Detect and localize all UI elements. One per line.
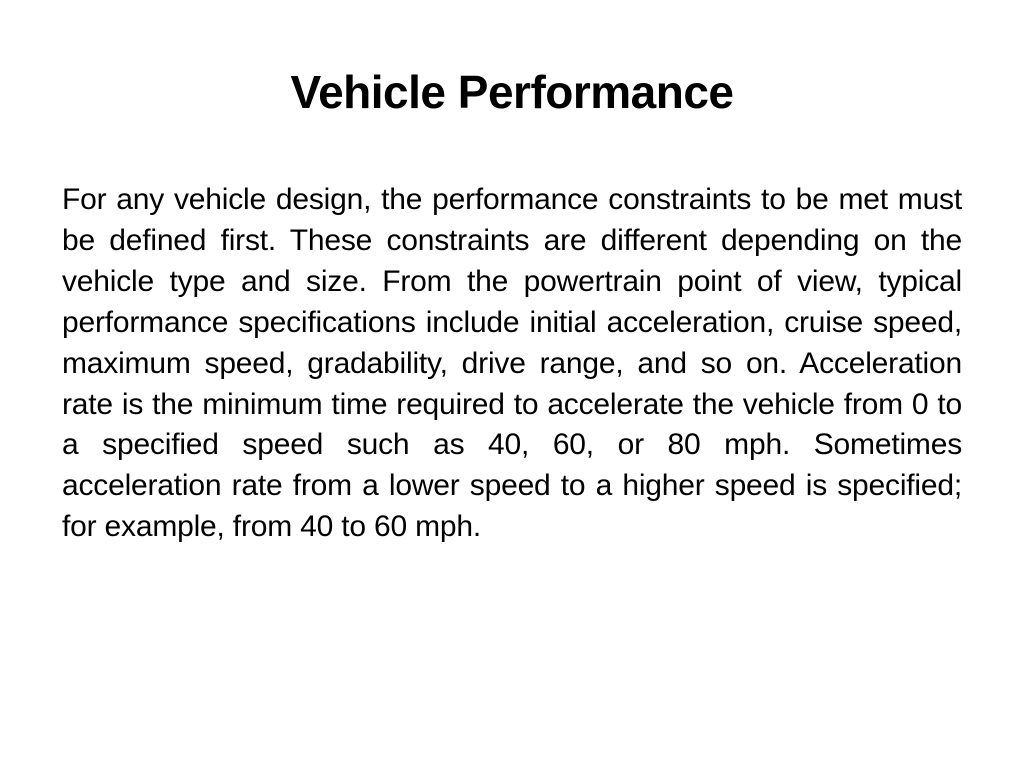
slide-body-text: For any vehicle design, the performance constraints to be met must be defined first. These constraints are different depending on the vehicle type and size. From the powertrain point of view, typical performance specifications include initial acceleration, cruise speed, maximum speed, gradability, drive range, and so on. Acceleration rate is the minimum time required to accelerate the vehicle from 0 to a specified speed such as 40, 60, or 80 mph. Sometimes acceleration rate from a lower speed to a higher speed is specified; for example, from 40 to 60 mph.: [62, 183, 962, 544]
slide-title: Vehicle Performance: [290, 66, 734, 118]
